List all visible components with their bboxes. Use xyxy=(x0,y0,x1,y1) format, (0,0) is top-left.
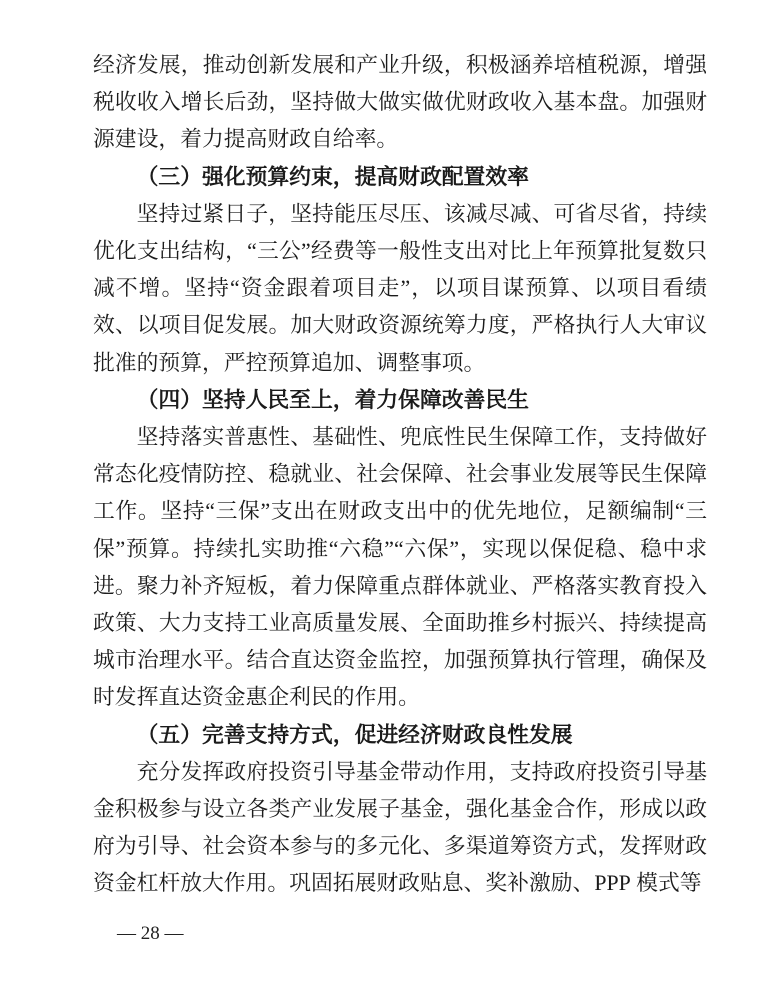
page-number: — 28 — xyxy=(117,923,184,944)
body-paragraph-continuation: 经济发展，推动创新发展和产业升级，积极涵养培植税源，增强税收收入增长后劲，坚持做大做实做优财政收入基本盘。加强财源建设，着力提高财政自给率。 xyxy=(93,53,707,152)
body-paragraph: 坚持过紧日子，坚持能压尽压、该减尽减、可省尽省，持续优化支出结构，“三公”经费等一般性支出对比上年预算批复数只减不增。坚持“资金跟着项目走”，以项目谋预算、以项目看绩效、以项目促发展。加大财政资源统筹力度，严格执行人大审议批准的预算，严控预算追加、调整事项。 xyxy=(93,201,707,375)
body-paragraph: 充分发挥政府投资引导基金带动作用，支持政府投资引导基金积极参与设立各类产业发展子基金，强化基金合作，形成以政府为引导、社会资本参与的多元化、多渠道筹资方式，发挥财政资金杠杆放大作用。巩固拓展财政贴息、奖补激励、PPP 模式等 xyxy=(93,759,707,896)
section-heading-4: （四）坚持人民至上，着力保障改善民生 xyxy=(136,387,529,412)
section-heading-3: （三）强化预算约束，提高财政配置效率 xyxy=(136,164,529,189)
body-paragraph: 坚持落实普惠性、基础性、兜底性民生保障工作，支持做好常态化疫情防控、稳就业、社会保障、社会事业发展等民生保障工作。坚持“三保”支出在财政支出中的优先地位，足额编制“三保”预算。持续扎实助推“六稳”“六保”，实现以保促稳、稳中求进。聚力补齐短板，着力保障重点群体就业、严格落实教育投入政策、大力支持工业高质量发展、全面助推乡村振兴、持续提高城市治理水平。结合直达资金监控，加强预算执行管理，确保及时发挥直达资金惠企利民的作用。 xyxy=(93,425,707,710)
section-heading-5: （五）完善支持方式，促进经济财政良性发展 xyxy=(136,722,573,747)
document-content xyxy=(93,47,707,903)
